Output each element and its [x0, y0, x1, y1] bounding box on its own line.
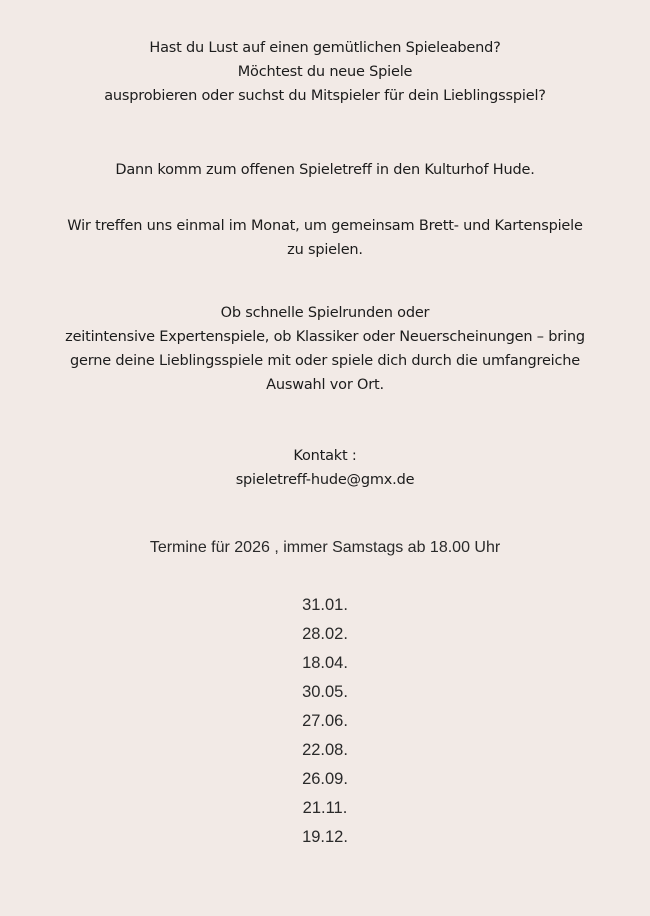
intro-paragraph: [0, 36, 650, 108]
meeting-line: zu spielen.: [287, 242, 363, 258]
intro-line: ausprobieren oder suchst du Mitspieler für dein Lieblingsspiel?: [104, 88, 546, 104]
date-item: 18.04.: [302, 654, 348, 672]
contact-section: [0, 444, 650, 492]
date-item: 27.06.: [302, 712, 348, 730]
contact-email[interactable]: spieletreff-hude@gmx.de: [235, 472, 415, 488]
date-item: 30.05.: [302, 683, 348, 701]
intro-line: Möchtest du neue Spiele: [237, 64, 413, 80]
visit-line: Dann komm zum offenen Spieletreff in den Kulturhof Hude.: [115, 162, 535, 178]
date-item: 26.09.: [302, 770, 348, 788]
date-item: 28.02.: [302, 625, 348, 643]
games-line: Auswahl vor Ort.: [266, 377, 384, 393]
dates-list: [0, 591, 650, 852]
games-line: gerne deine Lieblingsspiele mit oder spiele dich durch die umfangreiche: [70, 353, 580, 369]
intro-line: Hast du Lust auf einen gemütlichen Spieleabend?: [149, 40, 501, 56]
schedule-heading: Termine für 2026 , immer Samstags ab 18.00 Uhr: [149, 539, 501, 556]
schedule-section: [0, 536, 650, 560]
date-item: 21.11.: [302, 799, 348, 817]
games-line: zeitintensive Expertenspiele, ob Klassiker oder Neuerscheinungen – bring: [65, 329, 585, 345]
date-item: 19.12.: [302, 828, 348, 846]
visit-paragraph: [0, 158, 650, 182]
date-item: 31.01.: [302, 596, 348, 614]
games-paragraph: [0, 301, 650, 397]
games-line: Ob schnelle Spielrunden oder: [220, 305, 430, 321]
meeting-paragraph: [0, 214, 650, 262]
contact-label: Kontakt :: [293, 448, 357, 464]
meeting-line: Wir treffen uns einmal im Monat, um gemeinsam Brett- und Kartenspiele: [67, 218, 583, 234]
date-item: 22.08.: [302, 741, 348, 759]
